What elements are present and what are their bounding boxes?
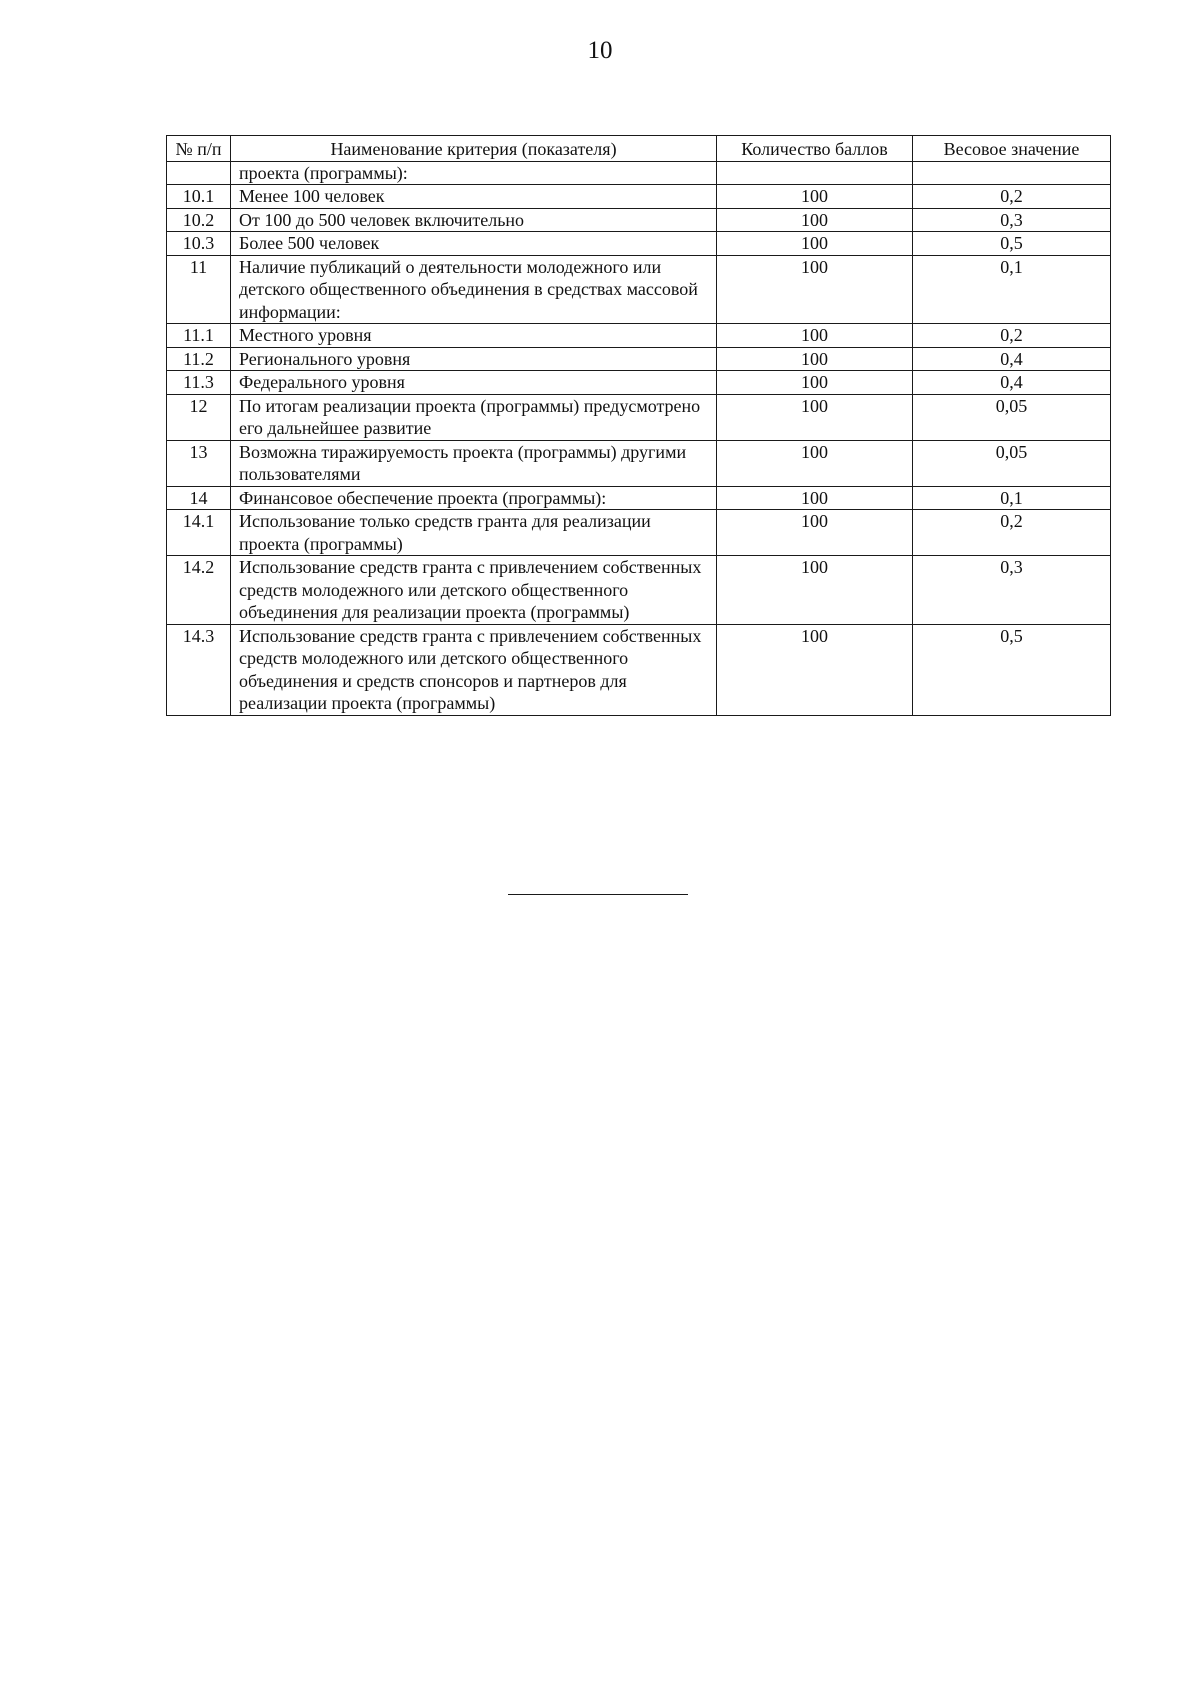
page-number: 10 (587, 37, 613, 64)
table-row (167, 232, 1111, 256)
cell-num: 10.3 (167, 232, 231, 256)
cell-name: Использование средств гранта с привлечением собственных средств молодежного или детского общественного объединения и средств спонсоров и партнеров для реализации проекта (программы) (231, 624, 717, 715)
cell-num: 11.1 (167, 324, 231, 348)
cell-weight: 0,5 (913, 232, 1111, 256)
cell-num: 13 (167, 440, 231, 486)
cell-name: Наличие публикаций о деятельности молодежного или детского общественного объединения в средствах массовой информации: (231, 255, 717, 324)
cell-name: проекта (программы): (231, 161, 717, 185)
cell-score: 100 (717, 347, 913, 371)
table-row (167, 324, 1111, 348)
cell-weight: 0,5 (913, 624, 1111, 715)
header-weight: Весовое значение (913, 136, 1111, 162)
table-row (167, 185, 1111, 209)
cell-num: 14.1 (167, 510, 231, 556)
cell-num: 10.1 (167, 185, 231, 209)
cell-score: 100 (717, 255, 913, 324)
cell-score: 100 (717, 185, 913, 209)
table-body (167, 161, 1111, 715)
cell-weight: 0,05 (913, 394, 1111, 440)
table-row (167, 440, 1111, 486)
table-row (167, 347, 1111, 371)
cell-score: 100 (717, 208, 913, 232)
cell-score (717, 161, 913, 185)
cell-num: 12 (167, 394, 231, 440)
cell-name: Использование только средств гранта для реализации проекта (программы) (231, 510, 717, 556)
table-row (167, 371, 1111, 395)
table-row (167, 556, 1111, 625)
table-row (167, 208, 1111, 232)
cell-score: 100 (717, 486, 913, 510)
cell-score: 100 (717, 324, 913, 348)
cell-num: 11.3 (167, 371, 231, 395)
cell-name: Регионального уровня (231, 347, 717, 371)
cell-weight: 0,2 (913, 324, 1111, 348)
table-header-row (167, 136, 1111, 162)
cell-name: Более 500 человек (231, 232, 717, 256)
cell-name: От 100 до 500 человек включительно (231, 208, 717, 232)
cell-name: Использование средств гранта с привлечением собственных средств молодежного или детского общественного объединения для реализации проекта (программы) (231, 556, 717, 625)
cell-weight: 0,3 (913, 208, 1111, 232)
cell-weight: 0,1 (913, 255, 1111, 324)
cell-num: 10.2 (167, 208, 231, 232)
cell-name: Местного уровня (231, 324, 717, 348)
cell-name: Федерального уровня (231, 371, 717, 395)
header-num: № п/п (167, 136, 231, 162)
table-row (167, 486, 1111, 510)
cell-weight: 0,4 (913, 371, 1111, 395)
header-name: Наименование критерия (показателя) (231, 136, 717, 162)
table-row (167, 255, 1111, 324)
cell-weight: 0,1 (913, 486, 1111, 510)
cell-name: По итогам реализации проекта (программы) предусмотрено его дальнейшее развитие (231, 394, 717, 440)
cell-score: 100 (717, 510, 913, 556)
cell-name: Возможна тиражируемость проекта (программы) другими пользователями (231, 440, 717, 486)
cell-weight: 0,05 (913, 440, 1111, 486)
cell-weight: 0,4 (913, 347, 1111, 371)
cell-num: 11.2 (167, 347, 231, 371)
cell-num (167, 161, 231, 185)
cell-num: 14.2 (167, 556, 231, 625)
cell-score: 100 (717, 440, 913, 486)
cell-score: 100 (717, 624, 913, 715)
table-row (167, 624, 1111, 715)
cell-score: 100 (717, 371, 913, 395)
table-row (167, 510, 1111, 556)
cell-weight: 0,3 (913, 556, 1111, 625)
end-divider (508, 894, 688, 895)
cell-score: 100 (717, 556, 913, 625)
cell-weight (913, 161, 1111, 185)
cell-num: 14 (167, 486, 231, 510)
criteria-table (166, 135, 1111, 716)
cell-name: Финансовое обеспечение проекта (программы): (231, 486, 717, 510)
cell-weight: 0,2 (913, 510, 1111, 556)
table-row (167, 394, 1111, 440)
table-row (167, 161, 1111, 185)
cell-weight: 0,2 (913, 185, 1111, 209)
cell-score: 100 (717, 394, 913, 440)
header-score: Количество баллов (717, 136, 913, 162)
cell-num: 14.3 (167, 624, 231, 715)
cell-score: 100 (717, 232, 913, 256)
cell-num: 11 (167, 255, 231, 324)
cell-name: Менее 100 человек (231, 185, 717, 209)
